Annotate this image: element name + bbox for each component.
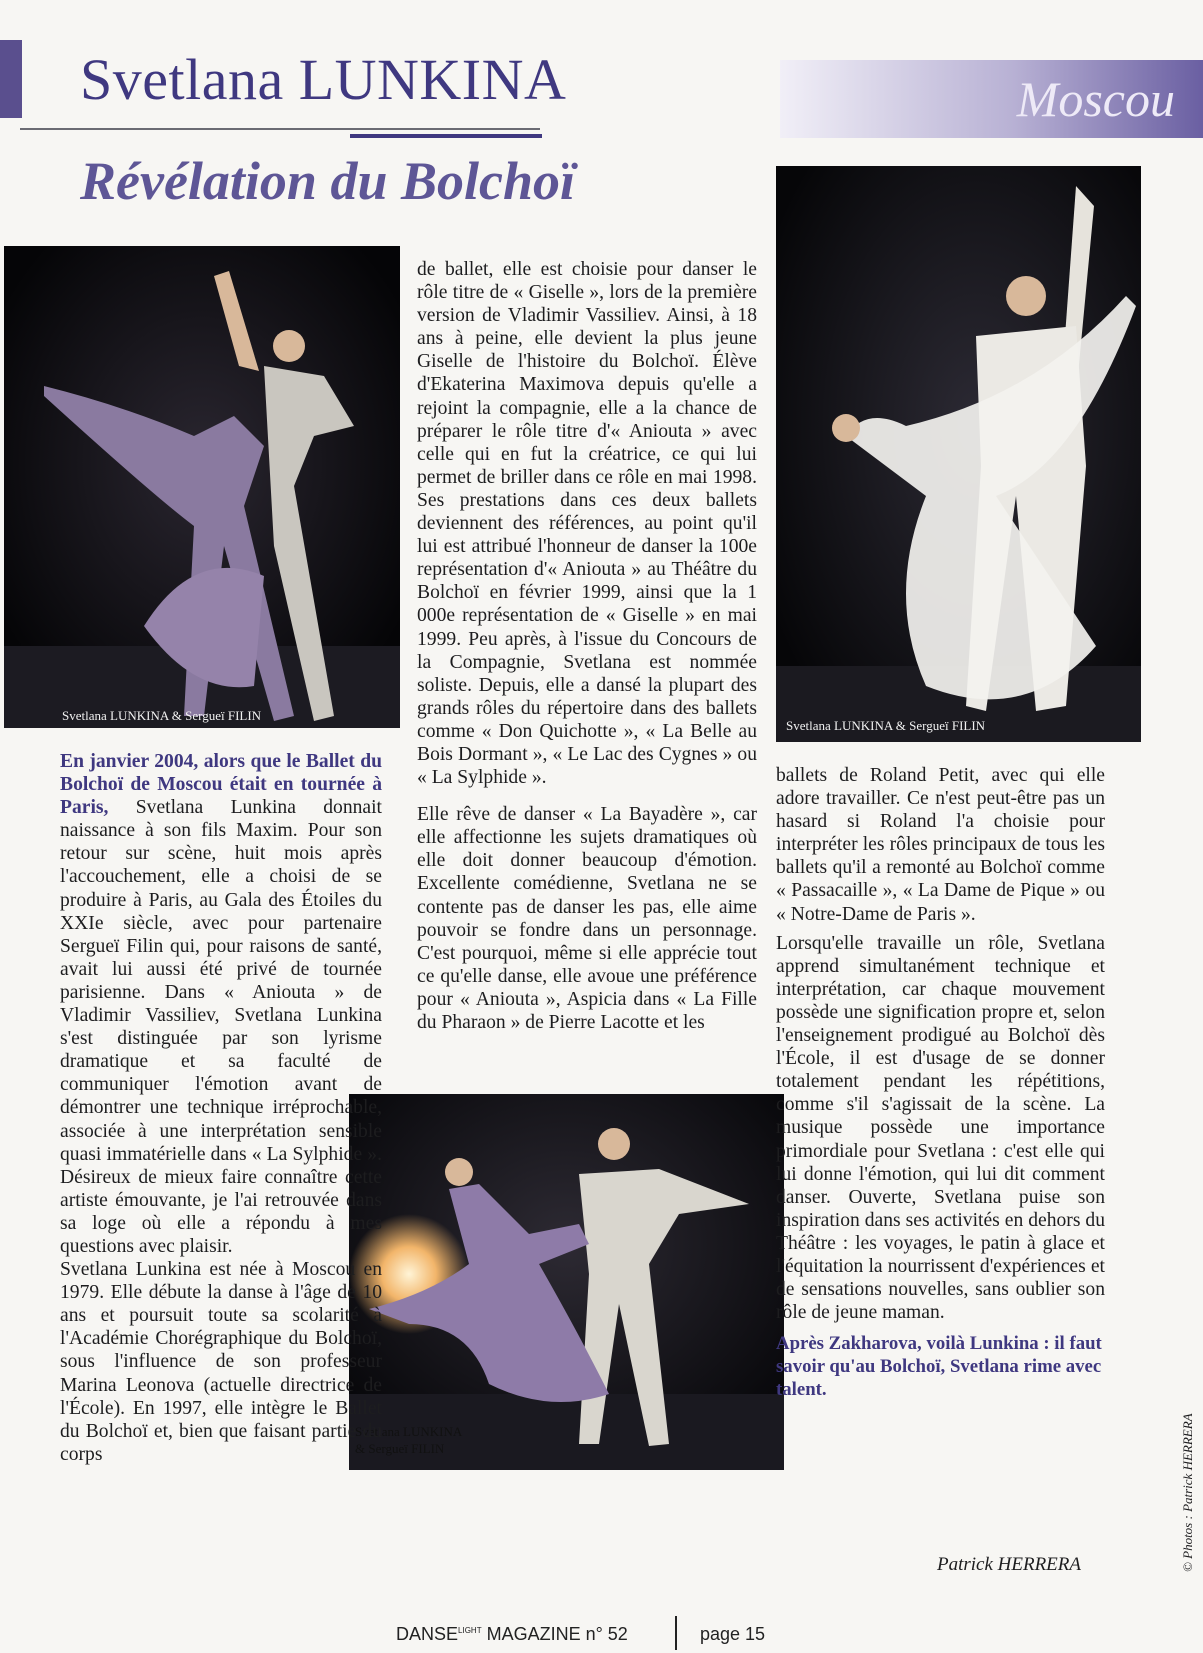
article-column-1: [60, 750, 382, 1466]
article-title: Svetlana LUNKINA: [80, 47, 567, 112]
paragraph: ballets de Roland Petit, avec qui elle adore travailler. Ce n'est peut-être pas un hasard si Roland l'a choisie pour interpréter les rôles principaux de tous les ballets qu'il a remonté au Bolchoï comme « Passacaille », « La Dame de Pique » ou « Notre-Dame de Paris ».: [776, 765, 1105, 925]
title-rule: [20, 128, 540, 130]
article-column-3: [776, 764, 1105, 1402]
footer-divider: [675, 1616, 677, 1650]
photo-duet-2-image: [349, 1094, 784, 1470]
photo-caption-line2: & Sergueï FILIN: [355, 1441, 445, 1456]
photo-duet-1-image: [4, 246, 400, 728]
footer-magazine: [396, 1624, 628, 1645]
article-signoff: Après Zakharova, voilà Lunkina : il faut savoir qu'au Bolchoï, Svetlana rime avec talent.: [776, 1333, 1102, 1401]
photo-credit: © Photos : Patrick HERRERA: [1180, 1413, 1195, 1572]
magazine-name: DANSE: [396, 1624, 459, 1644]
article-lead: En janvier 2004, alors que le Ballet du Bolchoï de Moscou était en tournée à Paris,: [60, 751, 382, 819]
article-subtitle: Révélation du Bolchoï: [80, 151, 576, 211]
paragraph: de ballet, elle est choisie pour danser le rôle titre de « Giselle », lors de la première version de Vladimir Vassiliev. Ainsi, à 18 ans à peine, elle devient la plus jeune Giselle de l'histoire du Bolchoï. Élève d'Ekaterina Maximova depuis qu'elle a rejoint la compagnie, elle a la chance de préparer le rôle titre d'« Aniouta » avec celle qui en fut la créatrice, ce qui lui permet de briller dans ce rôle en mai 1998. Ses prestations dans ces deux ballets deviennent des références, au point qu'il lui est attribué l'honneur de danser la 100e représentation d'« Aniouta » au Théâtre du Bolchoï en février 1999, ainsi que la 1 000e représentation de « Giselle » en mai 1999. Peu après, à l'issue du Concours de la Compagnie, Svetlana est nommée soliste. Depuis, elle a dansé la plupart des grands rôles du répertoire dans des ballets comme « Don Quichotte », « La Belle au Bois Dormant », « Le Lac des Cygnes » ou « La Sylphide ».: [417, 259, 757, 789]
section-tag: [780, 60, 1203, 138]
photo-duet-1: [4, 246, 400, 728]
article-author: Patrick HERRERA: [936, 1554, 1081, 1575]
paragraph: Svetlana Lunkina donnait naissance à son fils Maxim. Pour son retour sur scène, huit mois après l'accouchement, elle a choisi de se produire à Paris, au Gala des Étoiles du XXIe siècle, avec pour partenaire Sergueï Filin qui, pour raisons de santé, avait lui aussi été privé de tournée parisienne. Dans « Aniouta » de Vladimir Vassiliev, Svetlana Lunkina s'est distinguée par son lyrisme dramatique et sa faculté de communiquer l'émotion avant de démontrer une technique irréprochable, associée à une interprétation sensible quasi immatérielle dans « La Sylphide ». Désireux de mieux faire connaître cette artiste émouvante, je l'ai retrouvée dans sa loge où elle a répondu à mes questions avec plaisir.: [60, 797, 382, 1257]
paragraph: Lorsqu'elle travaille un rôle, Svetlana apprend simultanément technique et interprétation, car chaque mouvement possède une signification propre et, selon l'enseignement prodigué au Bolchoï dès l'École, il est d'usage de se donner totalement pendant les répétitions, comme s'il s'agissait de la scène. La musique possède une importance primordiale pour Svetlana : c'est elle qui lui donne l'émotion, qui lui dit comment danser. Ouverte, Svetlana puise son inspiration dans ses activités en dehors du Théâtre : les voyages, le patin à glace et l'équitation la nourrissent d'expériences et de sensations nouvelles, sans oublier son rôle de jeune maman.: [776, 932, 1105, 1324]
photo-giselle-image: [776, 166, 1141, 742]
article-column-2: [417, 258, 757, 1034]
photo-caption: Svetlana LUNKINA & Sergueï FILIN: [62, 708, 262, 723]
column-1-top: [60, 750, 382, 1258]
edge-color-bar: [0, 40, 22, 118]
title-rule-accent: [350, 134, 542, 138]
magazine-light: LIGHT: [458, 1626, 482, 1635]
page-number: page 15: [700, 1624, 766, 1644]
photo-giselle: [776, 166, 1141, 742]
magazine-issue: MAGAZINE n° 52: [481, 1624, 628, 1644]
photo-duet-2: [349, 1094, 784, 1470]
paragraph: Elle rêve de danser « La Bayadère », car elle affectionne les sujets dramatiques où elle doit donner beaucoup d'émotion. Excellente comédienne, Svetlana ne se contente pas de danser les pas, elle aime pouvoir se fondre dans un personnage. C'est pourquoi, même si elle apprécie tout ce qu'elle danse, elle avoue une préférence pour « Aniouta », Aspicia dans « La Fille du Pharaon » de Pierre Lacotte et les: [417, 804, 757, 1033]
photo-caption-line1: Svetlana LUNKINA: [355, 1424, 463, 1439]
paragraph: Svetlana Lunkina est née à Moscou en 1979. Elle débute la danse à l'âge de 10 ans et poursuit toute sa scolarité à l'Académie Chorégraphique du Bolchoï, sous l'influence de son professeur Marina Leonova (actuelle directrice de l'École). En 1997, elle intègre le Ballet du Bolchoï et, bien que faisant partie du corps: [60, 1259, 382, 1465]
section-label: Moscou: [1016, 71, 1175, 127]
photo-caption: Svetlana LUNKINA & Sergueï FILIN: [786, 718, 986, 733]
